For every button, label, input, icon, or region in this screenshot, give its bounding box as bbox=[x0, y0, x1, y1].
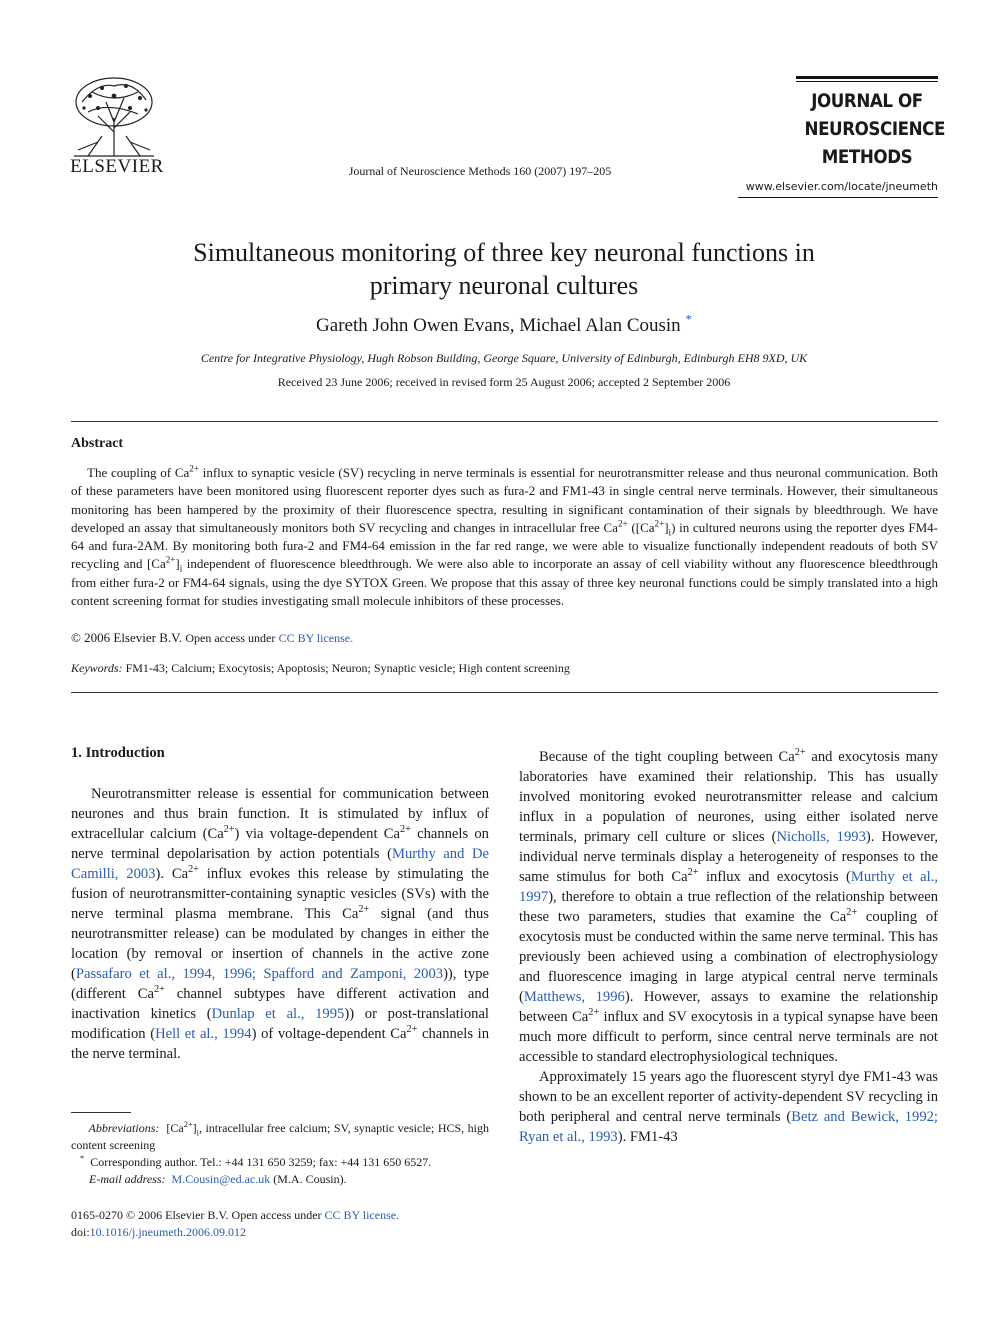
doi-link[interactable]: 10.1016/j.jneumeth.2006.09.012 bbox=[89, 1225, 246, 1239]
keywords-label: Keywords: bbox=[71, 661, 123, 675]
author-names: Gareth John Owen Evans, Michael Alan Cousin bbox=[316, 315, 681, 336]
divider bbox=[71, 692, 938, 693]
divider bbox=[738, 197, 938, 198]
journal-name-line2: NEUROSCIENCE bbox=[804, 118, 945, 140]
section-heading: 1. Introduction bbox=[71, 745, 165, 761]
corresponding-author-footnote: * Corresponding author. Tel.: +44 131 650 3259; fax: +44 131 650 6527. E-mail address: M.Cousin@ed.ac.uk (M.A. Cousin). bbox=[80, 1154, 432, 1186]
citation-link[interactable]: Matthews, 1996 bbox=[523, 989, 625, 1005]
elsevier-logo bbox=[68, 72, 166, 178]
article-title bbox=[100, 236, 908, 302]
corresponding-author-link[interactable]: * bbox=[685, 311, 692, 327]
right-column-text: Because of the tight coupling between $Ca^{2+}$ and exocytosis many laboratories have examined their relationship. This has usually involved monitoring evoked neurotransmitter release and calcium influx in a population of neurones, using either isolated nerve terminals, primary cell culture or slices (Nicholls, 1993). However, individual nerve terminals display a heterogeneity of responses to the same stimulus for both $Ca^{2+}$ influx and exocytosis (Murthy et al., 1997), therefore to obtain a true reflection of the relationship between these two parameters, studies that examine the $Ca^{2+}$ coupling of exocytosis must be conducted within the same nerve terminal. This has previously been achieved using a combination of electrophysiology and fluorescence imaging in large atypical central nerve terminals (Matthews, 1996). However, assays to examine the relationship between $Ca^{2+}$ influx and SV exocytosis in a typical synapse have been much more difficult to perform, since central nerve terminals are not accessible to standard electrophysiological techniques. Approximately 15 years ago the fluorescent styryl dye FM1-43 was shown to be an excellent reporter of activity-dependent SV recycling in both peripheral and central nerve terminals (Betz and Bewick, 1992; Ryan et al., 1993). FM1-43 bbox=[519, 747, 938, 1145]
citation-link[interactable]: Murthy et al., 1997 bbox=[519, 869, 938, 905]
affiliation: Centre for Integrative Physiology, Hugh Robson Building, George Square, University of Edinburgh, Edinburgh EH8 9XD, UK bbox=[200, 351, 808, 365]
title-line1: Simultaneous monitoring of three key neuronal functions in bbox=[193, 238, 815, 267]
title-line2: primary neuronal cultures bbox=[369, 271, 639, 300]
publisher-name: ELSEVIER bbox=[70, 156, 164, 177]
abstract-body: The coupling of $Ca^{2+}$ influx to synaptic vesicle (SV) recycling in nerve terminals is essential for neurotransmitter release and thus neuronal communication. Both of these parameters have been monitored using fluorescent reporter dyes such as fura-2 and FM1-43 in single central nerve terminals. However, their simultaneous monitoring has been hampered by the proximity of their fluorescence spectra, resulting in significant contamination of their signals by bleedthrough. We have developed an assay that simultaneously monitors both SV recycling and changes in intracellular free $Ca^{2+}$ $([Ca^{2+}]_i)$ in cultured neurons using the reporter dyes FM4-64 and fura-2AM. By monitoring both fura-2 and FM4-64 emission in the far red range, we were able to visualize functionally independent readouts of both SV recycling and $[Ca^{2+}]_i$ independent of fluorescence bleedthrough. We were also able to incorporate an assay of cell viability without any fluorescence bleedthrough from either fura-2 or FM4-64 signals, using the dye SYTOX Green. We propose that this assay of three key neuronal functions could be simply translated into a high content screening format for studies investigating small molecule inhibitors of these processes. bbox=[71, 463, 939, 609]
journal-name-line1: JOURNAL OF bbox=[811, 90, 923, 112]
keywords-list: FM1-43; Calcium; Exocytosis; Apoptosis; Neuron; Synaptic vesicle; High content screening bbox=[125, 661, 570, 675]
abstract-heading: Abstract bbox=[71, 436, 124, 451]
left-column-text: Neurotransmitter release is essential for communication between neurones and thus brain function. It is stimulated by influx of extracellular calcium $(Ca^{2+})$ via voltage-dependent $Ca^{2+}$ channels on nerve terminal depolarisation by action potentials (Murthy and De Camilli, 2003). $Ca^{2+}$ influx evokes this release by stimulating the fusion of neurotransmitter-containing synaptic vesicles (SVs) with the nerve terminal plasma membrane. This $Ca^{2+}$ signal (and thus neurotransmitter release) can be modulated by changes in either the location (by removal or insertion of channels in the active zone (Passafaro et al., 1994, 1996; Spafford and Zamponi, 2003)), type (different $Ca^{2+}$ channel subtypes have different activation and inactivation kinetics (Dunlap et al., 1995)) or post-translational modification (Hell et al., 1994) of voltage-dependent $Ca^{2+}$ channels in the nerve terminal. bbox=[71, 786, 490, 1062]
abbreviations-footnote: Abbreviations: $[Ca^{2+}]_i$, intracellular free calcium; SV, synaptic vesicle; HCS, high content screening bbox=[71, 1120, 489, 1152]
journal-reference: Journal of Neuroscience Methods 160 (2007) 197–205 bbox=[348, 164, 612, 178]
copyright-line: © 2006 Elsevier B.V. Open access under CC BY license. bbox=[71, 630, 354, 645]
received-dates: Received 23 June 2006; received in revised form 25 August 2006; accepted 2 September 2006 bbox=[277, 375, 731, 389]
author-list bbox=[100, 311, 908, 337]
citation-link[interactable]: Hell et al., 1994 bbox=[155, 1026, 252, 1042]
journal-masthead bbox=[796, 76, 945, 179]
email-link[interactable]: M.Cousin@ed.ac.uk bbox=[171, 1172, 271, 1186]
citation-link[interactable]: Betz and Bewick, 1992; Ryan et al., 1993 bbox=[519, 1109, 938, 1145]
citation-link[interactable]: Murthy and De Camilli, 2003 bbox=[71, 846, 489, 882]
citation-link[interactable]: Dunlap et al., 1995 bbox=[211, 1006, 345, 1022]
citation-link[interactable]: Nicholls, 1993 bbox=[776, 829, 866, 845]
elsevier-tree-icon bbox=[68, 72, 160, 158]
page-footer: 0165-0270 © 2006 Elsevier B.V. Open access under CC BY license. doi:10.1016/j.jneumeth.2006.09.012 bbox=[71, 1208, 400, 1239]
license-link[interactable]: CC BY license. bbox=[324, 1208, 400, 1222]
license-link[interactable]: CC BY license. bbox=[278, 631, 354, 645]
journal-name-line3: METHODS bbox=[821, 146, 913, 168]
keywords bbox=[71, 661, 570, 676]
citation-link[interactable]: Passafaro et al., 1994, 1996; Spafford and Zamponi, 2003 bbox=[75, 966, 444, 982]
journal-url[interactable]: www.elsevier.com/locate/jneumeth bbox=[745, 180, 938, 193]
divider bbox=[71, 421, 938, 422]
footnote-divider bbox=[71, 1112, 131, 1113]
